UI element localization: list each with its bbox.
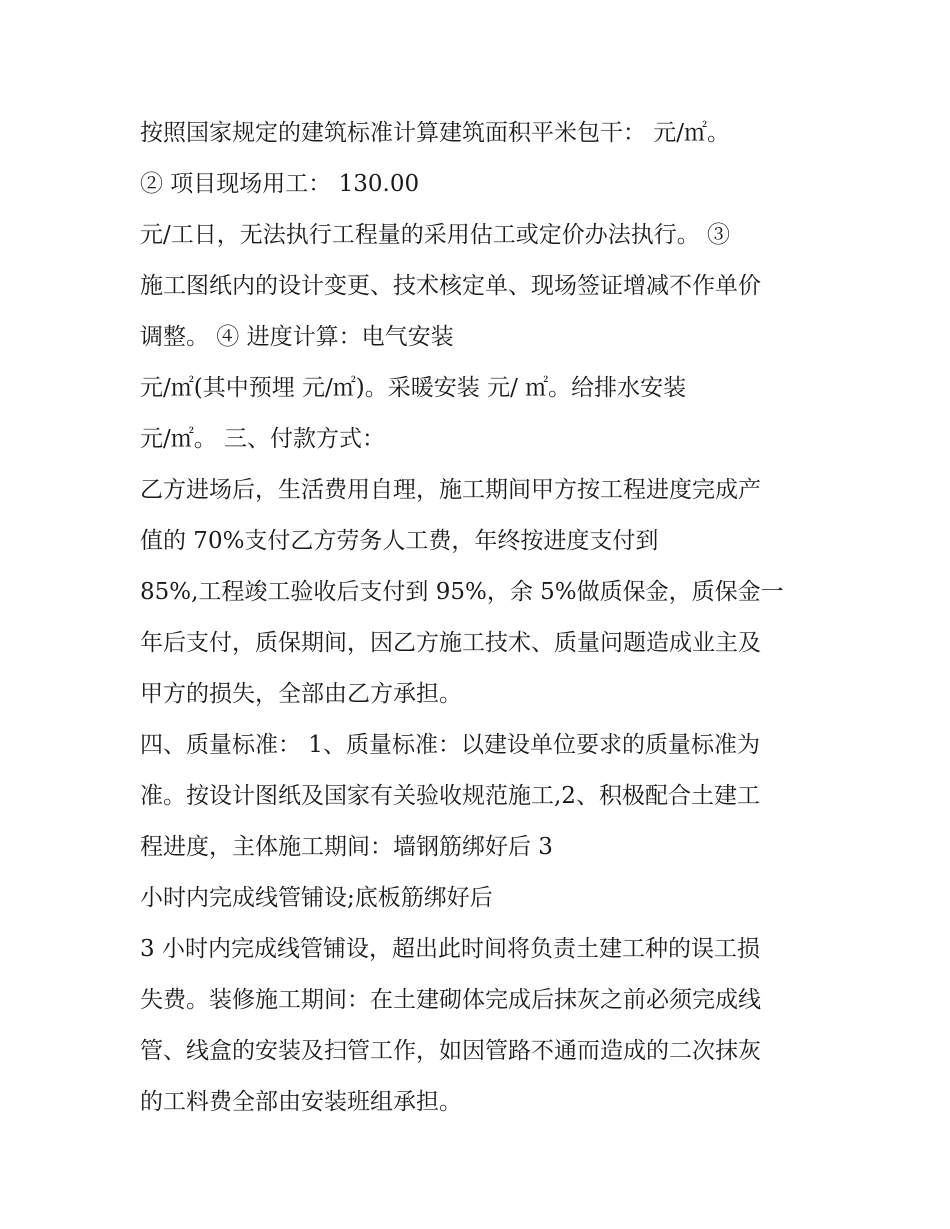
text-line: ② 项目现场用工： 130.00 <box>140 171 420 197</box>
text-line: 乙方进场后，生活费用自理，施工期间甲方按工程进度完成产 <box>140 477 761 503</box>
text-line: 四、质量标准： 1、质量标准：以建设单位要求的质量标准为 <box>140 732 760 758</box>
text-line: 元/㎡。 三、付款方式： <box>140 426 386 452</box>
text-line: 程进度，主体施工期间：墙钢筋绑好后 3 <box>140 834 553 860</box>
text-line: 施工图纸内的设计变更、技术核定单、现场签证增减不作单价 <box>140 273 761 299</box>
text-line: 失费。装修施工期间：在土建砌体完成后抹灰之前必须完成线 <box>140 987 761 1013</box>
text-line: 3 小时内完成线管铺设，超出此时间将负责土建工种的误工损 <box>140 936 760 962</box>
text-line: 元/工日，无法执行工程量的采用估工或定价办法执行。 ③ <box>140 222 731 248</box>
text-line: 管、线盒的安装及扫管工作，如因管路不通而造成的二次抹灰 <box>140 1038 761 1064</box>
text-line: 调整。 ④ 进度计算：电气安装 <box>140 324 454 350</box>
text-line: 准。按设计图纸及国家有关验收规范施工,2、积极配合土建工 <box>140 783 760 809</box>
text-line: 小时内完成线管铺设;底板筋绑好后 <box>140 885 493 911</box>
text-line: 按照国家规定的建筑标准计算建筑面积平米包干： 元/㎡。 <box>140 120 731 146</box>
text-line: 年后支付，质保期间，因乙方施工技术、质量问题造成业主及 <box>140 630 761 656</box>
contract-body-text <box>140 108 830 1128</box>
text-line: 的工料费全部由安装班组承担。 <box>140 1089 462 1115</box>
text-line: 值的 70%支付乙方劳务人工费，年终按进度支付到 <box>140 528 659 554</box>
text-line: 元/㎡(其中预埋 元/㎡)。采暖安装 元/ ㎡。给排水安装 <box>140 375 687 401</box>
text-line: 甲方的损失，全部由乙方承担。 <box>140 681 462 707</box>
text-line: 85%,工程竣工验收后支付到 95%，余 5%做质保金，质保金一 <box>140 579 784 605</box>
